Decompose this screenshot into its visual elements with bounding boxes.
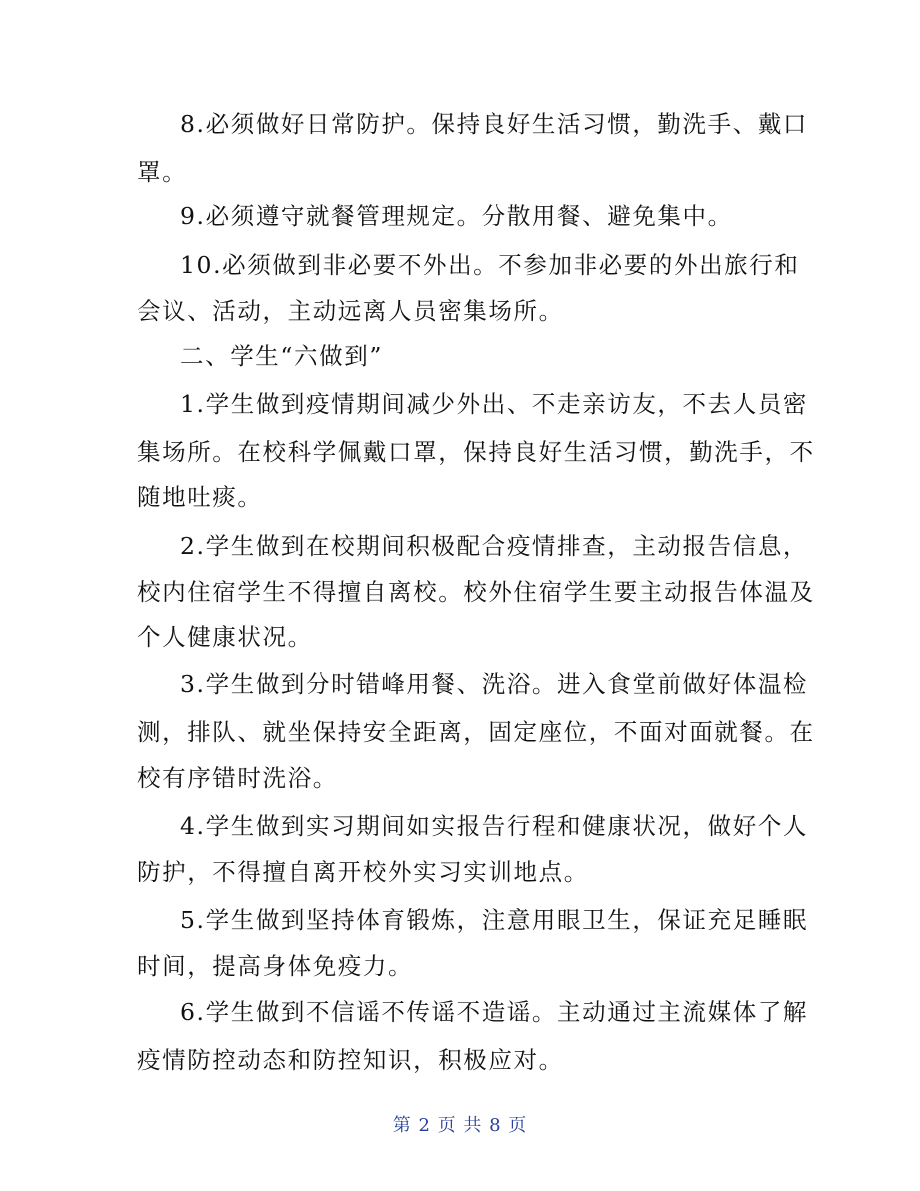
page-number-footer: 第 2 页 共 8 页	[392, 1115, 528, 1136]
paragraph-line: 4.学生做到实习期间如实报告行程和健康状况，做好个人	[180, 812, 809, 840]
paragraph-line: 1.学生做到疫情期间减少外出、不走亲访友，不去人员密	[180, 390, 809, 418]
section-heading: 二、学生“六做到”	[180, 342, 383, 370]
paragraph-line: 测，排队、就坐保持安全距离，固定座位，不面对面就餐。在	[137, 718, 815, 746]
paragraph-line: 10.必须做到非必要不外出。不参加非必要的外出旅行和	[180, 251, 800, 279]
paragraph-line: 8.必须做好日常防护。保持良好生活习惯，勤洗手、戴口	[180, 110, 809, 138]
paragraph-line: 防护，不得擅自离开校外实习实训地点。	[137, 858, 589, 886]
paragraph-line: 时间，提高身体免疫力。	[137, 952, 414, 980]
paragraph-line: 3.学生做到分时错峰用餐、洗浴。进入食堂前做好体温检	[180, 670, 809, 698]
paragraph-line: 校有序错时洗浴。	[137, 764, 338, 792]
paragraph-line: 校内住宿学生不得擅自离校。校外住宿学生要主动报告体温及	[137, 578, 815, 606]
paragraph-line: 6.学生做到不信谣不传谣不造谣。主动通过主流媒体了解	[180, 998, 809, 1026]
paragraph-line: 罩。	[137, 158, 188, 186]
paragraph-line: 会议、活动，主动远离人员密集场所。	[137, 297, 564, 325]
paragraph-line: 2.学生做到在校期间积极配合疫情排查，主动报告信息，	[180, 532, 809, 560]
paragraph-line: 9.必须遵守就餐管理规定。分散用餐、避免集中。	[180, 202, 733, 230]
paragraph-line: 5.学生做到坚持体育锻炼，注意用眼卫生，保证充足睡眠	[180, 906, 809, 934]
paragraph-line: 随地吐痰。	[137, 483, 263, 511]
paragraph-line: 疫情防控动态和防控知识，积极应对。	[137, 1046, 564, 1074]
paragraph-line: 个人健康状况。	[137, 623, 313, 651]
paragraph-line: 集场所。在校科学佩戴口罩，保持良好生活习惯，勤洗手，不	[137, 438, 815, 466]
